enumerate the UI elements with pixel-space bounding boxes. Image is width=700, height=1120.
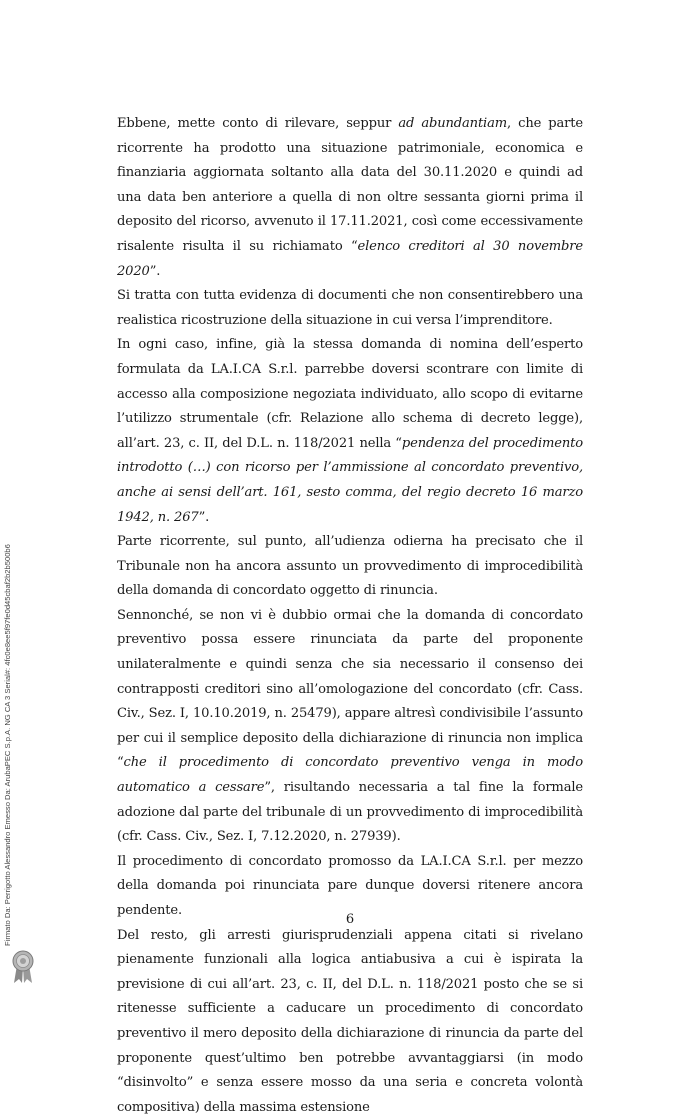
paragraph [117,333,583,530]
text-run: Del resto, gli arresti giurisprudenziali appena citati si rivelano pienamente funzionali alla logica antiabusiva a cui è ispirata la previsione di cui all’art. 23, c. II, del D.L. n. 118/2021 posto che se si ritenesse sufficiente a caducare un procedimento di concordato preventivo il mero deposito della dichiarazione di rinuncia da parte del proponente quest’ultimo ben potrebbe avvantaggiarsi (in modo “disinvolto” e senza essere mosso da una seria e concreta volontà compositiva) della massima estensione [117,927,583,1115]
paragraph [117,530,583,604]
italic-quote: pendenza del procedimento introdotto (…) con ricorso per l’ammissione al concordato preventivo, anche ai sensi dell’art. 161, sesto comma, del regio decreto 16 marzo 1942, n. 267 [117,435,583,525]
text-run: ”, risultando necessaria a tal fine la formale adozione dal parte del tribunale di un provvedimento di improcedibilità (cfr. Cass. Civ., Sez. I, 7.12.2020, n. 27939). [117,780,583,845]
document-body [117,112,583,1120]
text-run: Ebbene, mette conto di rilevare, seppur [117,116,399,131]
paragraph [117,924,583,1120]
text-run: Sennonché, se non vi è dubbio ormai che la domanda di concordato preventivo possa essere rinunciata da parte del proponente unilateralmente e quindi senza che sia necessario il consenso dei contrapposti creditori sino all’omologazione del concordato (cfr. Cass. Civ., Sez. I, 10.10.2019, n. 25479), appare altresì condivisibile l’assunto per cui il semplice deposito della dichiarazione di rinuncia non implica “ [117,607,583,771]
italic-quote: elenco creditori al 30 novembre 2020 [117,238,584,279]
text-run: ”. [198,509,210,525]
paragraph [117,604,583,850]
certificate-seal-icon [11,950,35,984]
text-run: Il procedimento di concordato promosso da LA.I.CA S.r.l. per mezzo della domanda poi rinunciata pare dunque doversi ritenere ancora pendente. [117,853,583,918]
digital-signature-text: Firmato Da: Perrigotto Alessandro Emesso Da: ArubaPEC S.p.A. NG CA 3 Serial#: 4fc0e8ee5f97fe0d45cbaf2b2b500b6 [3,544,12,946]
text-run: Si tratta con tutta evidenza di documenti che non consentirebbero una realistica ricostruzione della situazione in cui versa l’imprenditore. [117,288,583,328]
italic-quote: che il procedimento di concordato preventivo venga in modo automatico a cessare [117,755,583,796]
page-number: 6 [345,912,355,927]
text-run: , che parte ricorrente ha prodotto una situazione patrimoniale, economica e finanziaria aggiornata soltanto alla data del 30.11.2020 e quindi ad una data ben anteriore a quella di non oltre sessanta giorni prima il deposito del ricorso, avvenuto il 17.11.2021, così come eccessivamente risalente risulta il su richiamato “ [117,116,583,254]
text-run: Parte ricorrente, sul punto, all’udienza odierna ha precisato che il Tribunale non ha ancora assunto un provvedimento di improcedibilità della domanda di concordato oggetto di rinuncia. [117,534,583,599]
italic-quote: ad abundantiam [398,116,508,131]
text-run: In ogni caso, infine, già la stessa domanda di nomina dell’esperto formulata da LA.I.CA S.r.l. parrebbe doversi scontrare con limite di accesso alla composizione negoziata individuato, allo scopo di evitarne l’utilizzo strumentale (cfr. Relazione allo schema di decreto legge), all’art. 23, c. II, del D.L. n. 118/2021 nella “ [117,337,583,451]
paragraph [117,112,583,284]
paragraph [117,284,583,333]
text-run: ”. [149,263,161,279]
